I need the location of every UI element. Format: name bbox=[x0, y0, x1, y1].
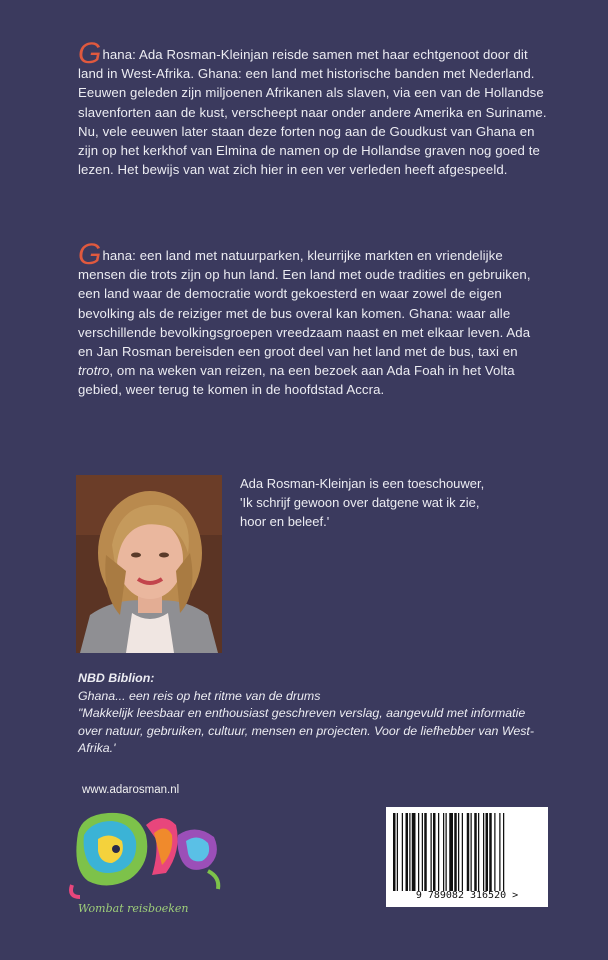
barcode-bar bbox=[474, 813, 477, 891]
second-paragraph-text-end: , om na weken van reizen, na een bezoek aan Ada Foah in het Volta gebied, weer terug te komen in de hoofdstad Accra. bbox=[78, 363, 515, 398]
barcode-bar bbox=[393, 813, 396, 891]
author-photo bbox=[76, 475, 222, 653]
author-quote-line: hoor en beleef.' bbox=[240, 514, 330, 529]
author-quote-line: 'Ik schrijf gewoon over datgene wat ik zie, bbox=[240, 495, 480, 510]
barcode-bar bbox=[418, 813, 419, 891]
review-block bbox=[78, 670, 548, 758]
barcode-bar bbox=[458, 813, 459, 891]
barcode-bar bbox=[503, 813, 504, 891]
barcode-bar bbox=[489, 813, 492, 891]
barcode-bar bbox=[467, 813, 470, 891]
intro-paragraph bbox=[78, 37, 548, 179]
barcode-bar bbox=[406, 813, 409, 891]
barcode-bar bbox=[402, 813, 403, 891]
barcode-bar bbox=[462, 813, 463, 891]
barcode-bar bbox=[397, 813, 398, 891]
barcode-bar bbox=[443, 813, 444, 891]
barcode-bar bbox=[433, 813, 436, 891]
barcode-digits: 9 789082 316520 > bbox=[415, 890, 519, 901]
author-quote bbox=[240, 474, 540, 531]
barcode-bar bbox=[478, 813, 479, 891]
author-quote-line: Ada Rosman-Kleinjan is een toeschouwer, bbox=[240, 476, 485, 491]
barcode-bar bbox=[438, 813, 439, 891]
barcode-bar bbox=[486, 813, 489, 891]
wombat-logo bbox=[58, 805, 234, 905]
review-source: NBD Biblion: bbox=[78, 671, 155, 685]
website-link[interactable]: www.adarosman.nl bbox=[82, 784, 180, 796]
barcode-bar bbox=[454, 813, 457, 891]
barcode-bars bbox=[393, 813, 543, 891]
barcode-bar bbox=[431, 813, 432, 891]
barcode-bar bbox=[471, 813, 472, 891]
second-paragraph bbox=[78, 238, 548, 400]
barcode-bar bbox=[409, 813, 410, 891]
review-book-title: Ghana... een reis op het ritme van de drums bbox=[78, 688, 321, 703]
barcode-bar bbox=[499, 813, 500, 891]
barcode-bar bbox=[422, 813, 423, 891]
second-paragraph-text: hana: een land met natuurparken, kleurrijke markten en vriendelijke mensen die trots zijn op hun land. Een land met oude tradities en gebruiken, een land waar de democratie wordt gekoesterd en waar zowel de eigen bevolking als de reiziger met de bus overal kan komen. Ghana: waar alle verschillende bevolkingsgroepen vreedzaam naast en met elkaar leven. Ada en Jan Rosman bereisden een groot deel van het land met de bus, taxi en bbox=[78, 248, 531, 360]
barcode-bar bbox=[446, 813, 447, 891]
dropcap-g: G bbox=[78, 37, 102, 70]
dropcap-g: G bbox=[78, 238, 102, 271]
logo-caption: Wombat reisboeken bbox=[78, 902, 189, 915]
barcode-bar bbox=[424, 813, 427, 891]
barcode-bar bbox=[494, 813, 495, 891]
review-quote: "Makkelijk leesbaar en enthousiast geschreven verslag, aangevuld met informatie over natuur, gebruiken, cultuur, mensen en projecten. Voor de liefhebber van West-Afrika.' bbox=[78, 706, 534, 756]
intro-paragraph-text: hana: Ada Rosman-Kleinjan reisde samen met haar echtgenoot door dit land in West-Afrika. Ghana: een land met historische banden met Nederland. Eeuwen geleden zijn miljoenen Afrikanen als slaven, via een van de Hollandse slavenforten aan de kust, verscheept naar onder andere Amerika en Suriname. Nu, vele eeuwen later staan deze forten nog aan de Goudkust van Ghana en zijn op het kerkhof van Elmina de namen op de Hollandse graven nog goed te lezen. Het bewijs van wat zich hier in een ver verleden heeft afgespeeld. bbox=[78, 47, 547, 178]
barcode bbox=[386, 807, 548, 907]
italic-word: trotro bbox=[78, 363, 110, 379]
barcode-bar bbox=[412, 813, 416, 891]
barcode-bar bbox=[483, 813, 484, 891]
barcode-bar bbox=[449, 813, 453, 891]
